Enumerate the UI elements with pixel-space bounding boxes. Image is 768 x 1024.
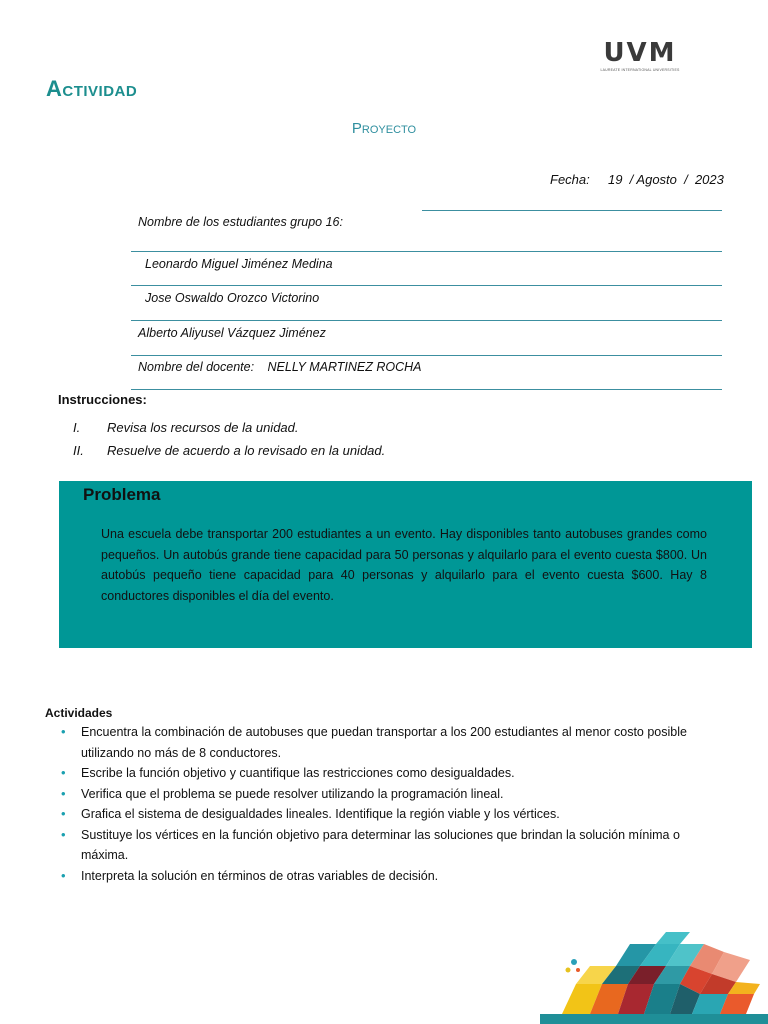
activity-item: • Sustituye los vértices en la función objetivo para determinar las soluciones que brindan la solución mínima o máxima.	[61, 825, 721, 866]
date-label: Fecha:	[550, 172, 590, 187]
decor-dot	[566, 968, 571, 973]
activities-heading: Actividades	[45, 706, 113, 720]
student-name: Leonardo Miguel Jiménez Medina	[145, 257, 333, 271]
student-name: Jose Oswaldo Orozco Victorino	[145, 291, 320, 305]
page-subtitle: Proyecto	[351, 120, 417, 137]
logo-subtitle: LAUREATE INTERNATIONAL UNIVERSITIES	[600, 68, 680, 72]
activity-item: • Verifica que el problema se puede resolver utilizando la programación lineal.	[61, 784, 721, 805]
instruction-number: I.	[73, 420, 81, 435]
problem-title: Problema	[83, 485, 161, 504]
form-rule	[131, 389, 722, 390]
footer-band	[540, 1014, 768, 1024]
decorative-cubes-graphic	[540, 922, 768, 1024]
teacher-label: Nombre del docente:	[138, 360, 255, 374]
instruction-item	[73, 420, 299, 435]
decor-cube	[656, 932, 690, 944]
activity-item: • Interpreta la solución en términos de otras variables de decisión.	[61, 866, 721, 887]
activity-item: • Escribe la función objetivo y cuantifique las restricciones como desigualdades.	[61, 763, 721, 784]
date-underline	[422, 210, 722, 211]
date-value: 19 / Agosto / 2023	[608, 172, 724, 187]
activity-item: • Grafica el sistema de desigualdades lineales. Identifique la región viable y los vértices.	[61, 804, 721, 825]
page-title: Actividad	[46, 76, 138, 101]
problem-box	[59, 481, 752, 648]
date-row	[550, 172, 724, 187]
activities-list	[61, 722, 721, 886]
logo-text: UVM	[603, 38, 677, 68]
uvm-logo	[600, 40, 680, 74]
decor-dot	[576, 968, 580, 972]
instruction-text: Revisa los recursos de la unidad.	[107, 420, 299, 435]
form-rule	[131, 251, 722, 252]
form-rule	[131, 285, 722, 286]
teacher-row	[138, 360, 422, 374]
form-rule	[131, 355, 722, 356]
problem-text: Una escuela debe transportar 200 estudiantes a un evento. Hay disponibles tanto autobuses grandes como pequeños. Un autobús grande tiene capacidad para 50 personas y alquilarlo para el evento cuesta $800. Un autobús pequeño tiene capacidad para 40 personas y alquilarlo para el evento cuesta $600. Hay 8 conductores disponibles el día del evento.	[101, 527, 707, 603]
students-group-label: Nombre de los estudiantes grupo 16:	[138, 215, 343, 229]
instructions-heading: Instrucciones:	[58, 392, 147, 407]
decor-dot	[571, 959, 577, 965]
activity-item: • Encuentra la combinación de autobuses que puedan transportar a los 200 estudiantes al menor costo posible utilizando no más de 8 conductores.	[61, 722, 721, 763]
teacher-name: NELLY MARTINEZ ROCHA	[267, 360, 422, 374]
instruction-number: II.	[73, 443, 84, 458]
instruction-text: Resuelve de acuerdo a lo revisado en la unidad.	[107, 443, 386, 458]
student-name: Alberto Aliyusel Vázquez Jiménez	[138, 326, 326, 340]
instruction-item	[73, 443, 385, 458]
form-rule	[131, 320, 722, 321]
